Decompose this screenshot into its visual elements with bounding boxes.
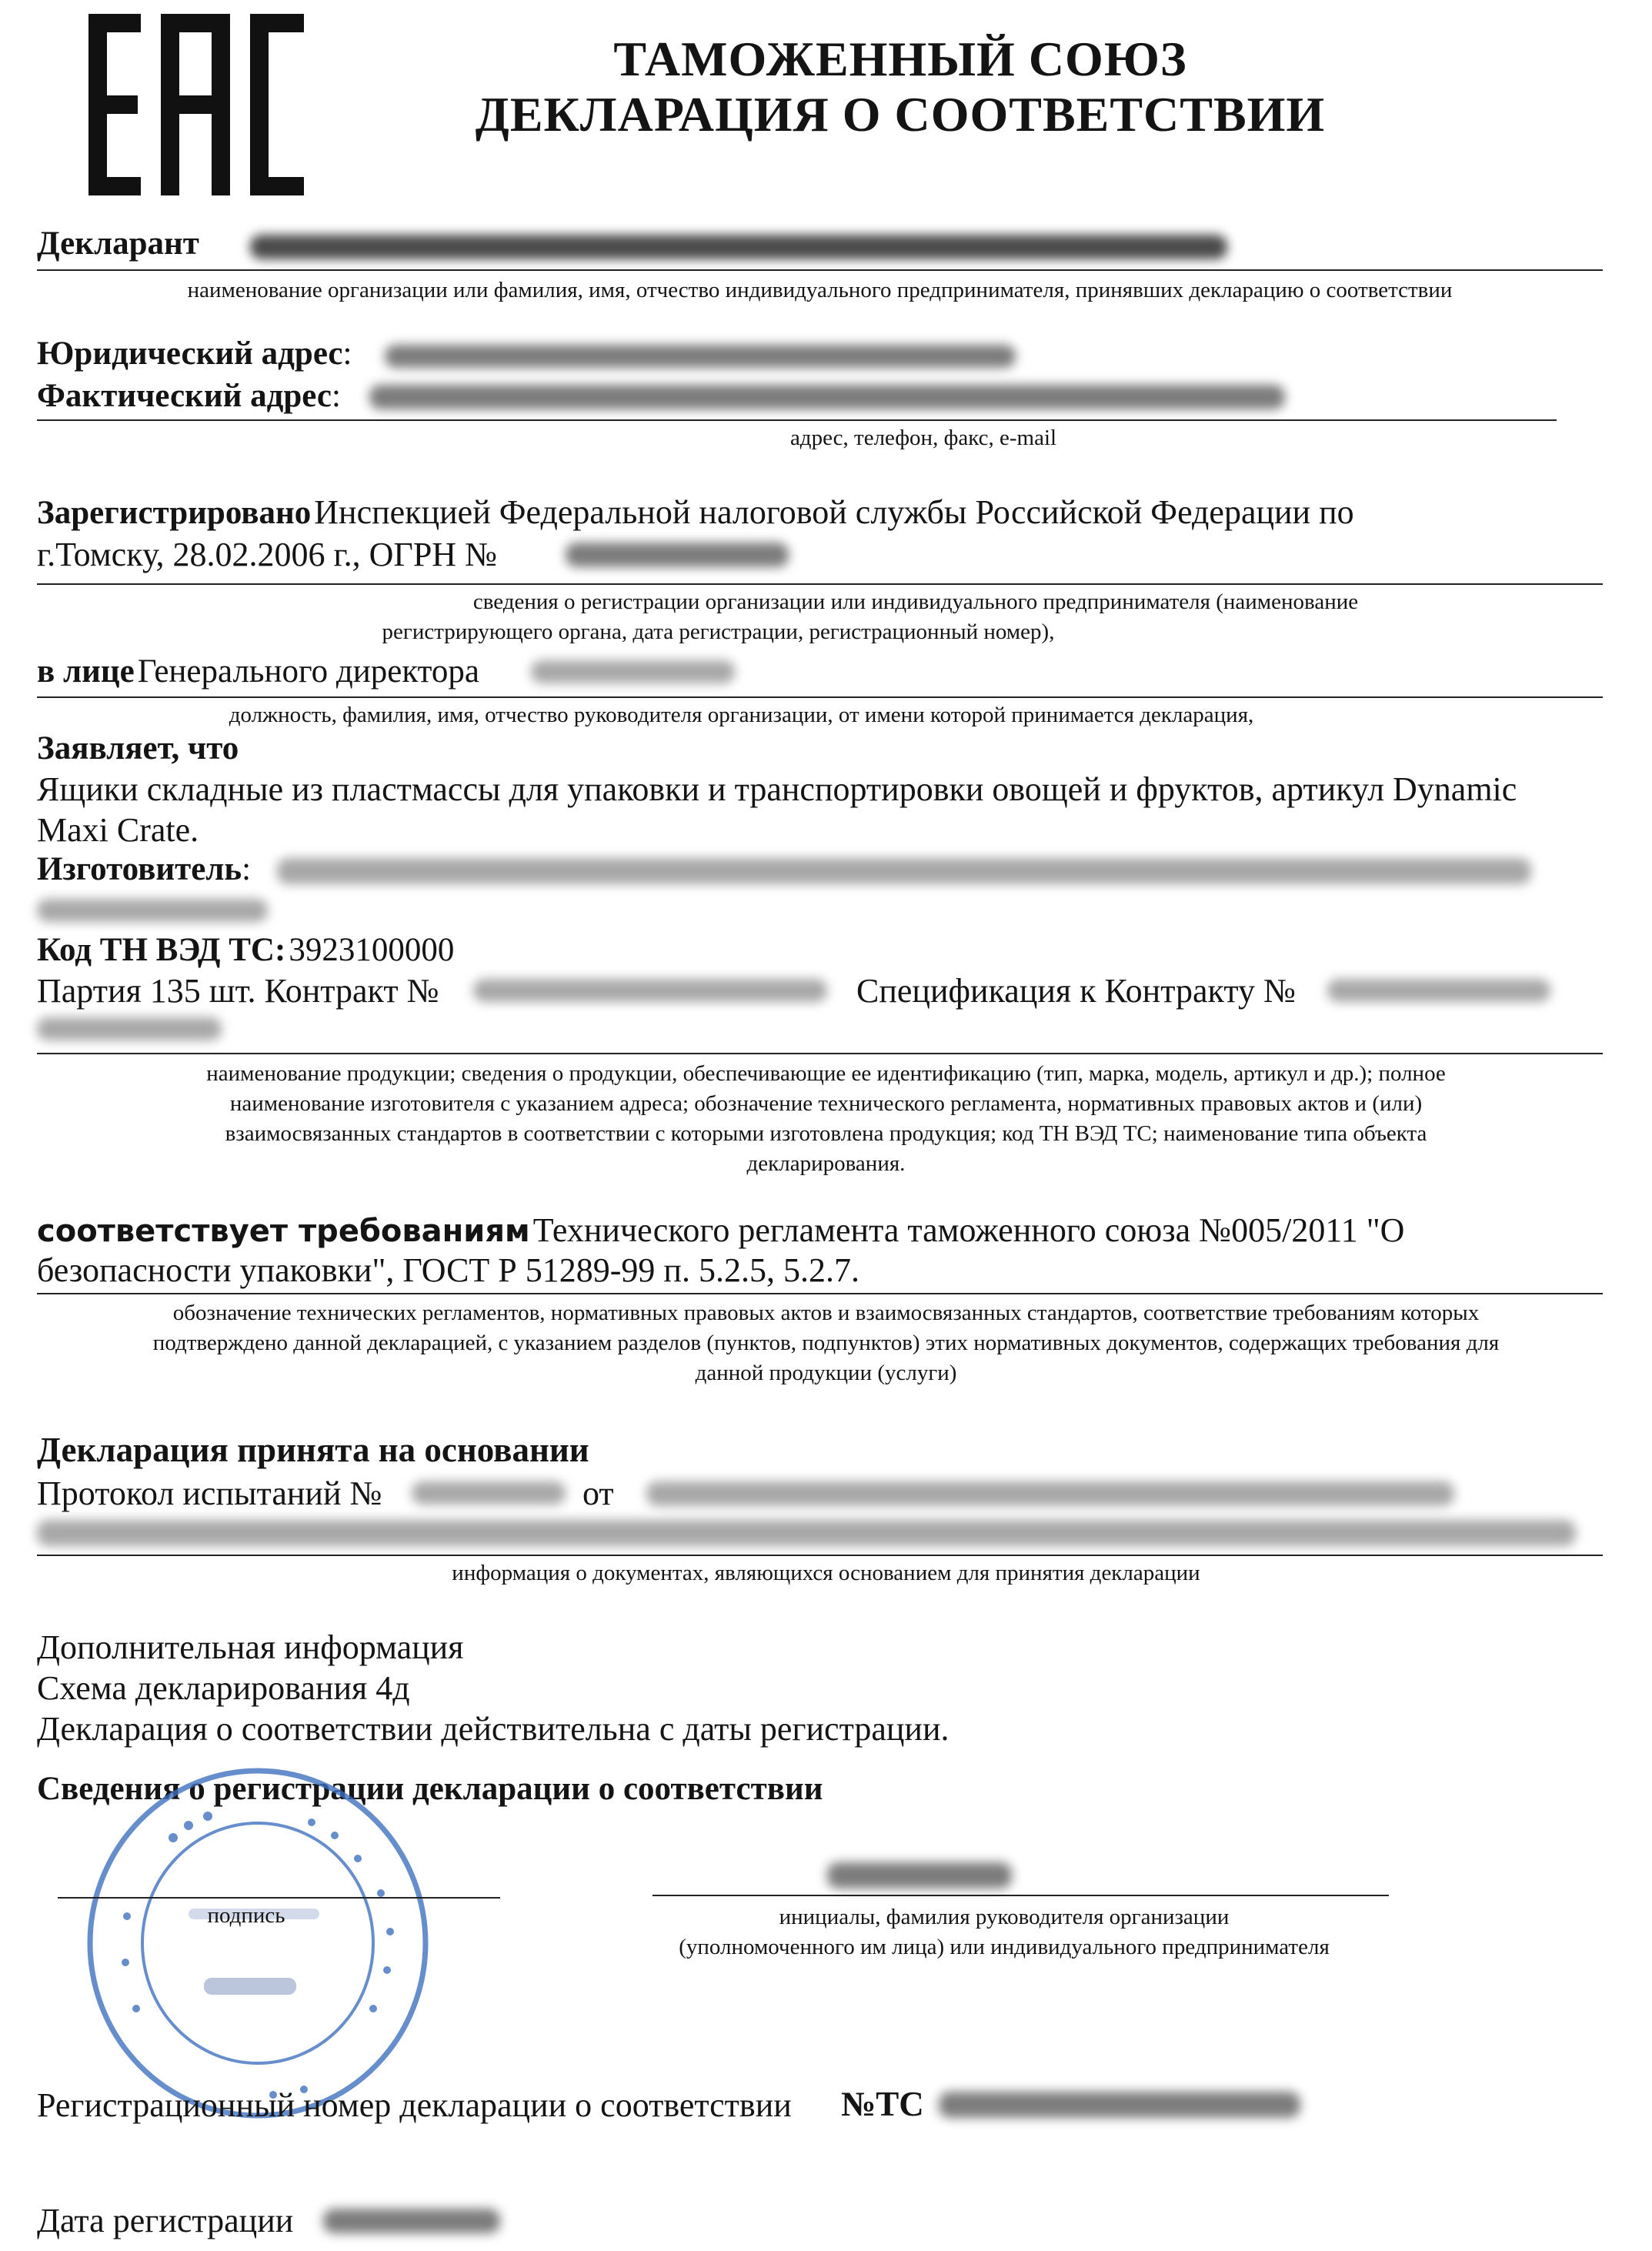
basis-label: Декларация принята на основании bbox=[37, 1431, 589, 1469]
basis-caption: информация о документах, являющихся основанием для принятия декларации bbox=[452, 1561, 1200, 1585]
header-title-line2: ДЕКЛАРАЦИЯ О СООТВЕТСТВИИ bbox=[475, 87, 1326, 142]
code-label: Код ТН ВЭД ТС: bbox=[37, 932, 286, 968]
declarant-caption: наименование организации или фамилия, имя, отчество индивидуального предпринимателя, принявших декларацию о соответствии bbox=[187, 278, 1453, 302]
actual-address-redacted bbox=[369, 385, 1285, 409]
reg-date-redacted bbox=[323, 2209, 500, 2233]
legal-address-label: Юридический адрес bbox=[37, 336, 343, 372]
spec-redacted-2 bbox=[37, 1017, 222, 1040]
representative-text: Генерального директора bbox=[137, 653, 479, 690]
additional-line2: Схема декларирования 4д bbox=[37, 1669, 410, 1707]
conformity-caption3: данной продукции (услуги) bbox=[695, 1361, 957, 1385]
conformity-caption1: обозначение технических регламентов, нормативных правовых актов и взаимосвязанных стандартов, соответствие требованиям которых bbox=[172, 1301, 1480, 1325]
conformity-text2: безопасности упаковки", ГОСТ Р 51289-99 п. 5.2.5, 5.2.7. bbox=[37, 1251, 859, 1289]
representative-caption: должность, фамилия, имя, отчество руководителя организации, от имени которой принимается декларация, bbox=[229, 703, 1254, 727]
director-redacted bbox=[531, 660, 735, 683]
registration-text1: Инспекцией Федеральной налоговой службы Российской Федерации по bbox=[314, 493, 1354, 531]
header-title-line1: ТАМОЖЕННЫЙ СОЮЗ bbox=[613, 32, 1187, 86]
registration-label: Зарегистрировано bbox=[37, 495, 312, 531]
declarant-redacted bbox=[250, 235, 1227, 259]
signature-caption: подпись bbox=[207, 1903, 285, 1928]
reg-number-redacted bbox=[939, 2092, 1300, 2118]
conformity-text1: Технического регламента таможенного союза №005/2011 "О bbox=[532, 1211, 1405, 1249]
reg-info-label: Сведения о регистрации декларации о соответствии bbox=[37, 1771, 823, 1807]
reg-date-label: Дата регистрации bbox=[37, 2202, 294, 2239]
product-caption2: наименование изготовителя с указанием адреса; обозначение технического регламента, нормативных правовых актов и (или) bbox=[229, 1091, 1423, 1116]
product-line1: Ящики складные из пластмассы для упаковки и транспортировки овощей и фруктов, артикул Dynamic bbox=[37, 770, 1517, 808]
ogrn-redacted bbox=[566, 543, 789, 567]
product-caption4: декларирования. bbox=[746, 1151, 906, 1176]
reg-number-prefix: №ТС bbox=[841, 2085, 924, 2123]
registration-caption2: регистрирующего органа, дата регистрации, регистрационный номер), bbox=[382, 620, 1055, 644]
manufacturer-redacted bbox=[277, 858, 1531, 884]
conformity-label: соответствует требованиям bbox=[37, 1214, 530, 1249]
product-caption1: наименование продукции; сведения о продукции, обеспечивающие ее идентификацию (тип, марка, модель, артикул и др.); полное bbox=[206, 1061, 1446, 1086]
protocol-text: Протокол испытаний № bbox=[37, 1475, 382, 1512]
manufacturer-redacted-2 bbox=[37, 899, 268, 922]
legal-address-redacted bbox=[385, 345, 1016, 368]
representative-label: в лице bbox=[37, 653, 135, 690]
manufacturer-label: Изготовитель bbox=[37, 851, 242, 887]
address-caption: адрес, телефон, факс, e-mail bbox=[789, 426, 1057, 450]
name-caption2: (уполномоченного им лица) или индивидуального предпринимателя bbox=[679, 1935, 1330, 1959]
contract-redacted bbox=[473, 979, 827, 1002]
conformity-caption2: подтверждено данной декларацией, с указанием разделов (пунктов, подпунктов) этих нормативных документов, содержащих требования для bbox=[152, 1331, 1500, 1355]
spec-redacted bbox=[1327, 979, 1550, 1002]
reg-number-text: Регистрационный номер декларации о соответствии bbox=[37, 2086, 792, 2124]
director-name-redacted bbox=[827, 1862, 1012, 1889]
batch-text: Партия 135 шт. Контракт № bbox=[37, 972, 439, 1010]
product-line2: Maxi Crate. bbox=[37, 811, 199, 849]
spec-text: Спецификация к Контракту № bbox=[856, 972, 1296, 1010]
declarant-label: Декларант bbox=[37, 225, 199, 262]
registration-caption1: сведения о регистрации организации или индивидуального предпринимателя (наименование bbox=[472, 589, 1359, 614]
protocol-number-redacted bbox=[412, 1481, 566, 1505]
seal-stamp bbox=[81, 1762, 435, 2124]
code-value: 3923100000 bbox=[289, 932, 455, 968]
statement-label: Заявляет, что bbox=[37, 730, 239, 766]
protocol-from: от bbox=[582, 1475, 614, 1512]
eac-logo bbox=[88, 14, 304, 195]
protocol-details-redacted-2 bbox=[37, 1520, 1576, 1546]
product-caption3: взаимосвязанных стандартов в соответствии с которыми изготовлена продукция; код ТН ВЭД ТС; наименование типа объекта bbox=[225, 1121, 1427, 1146]
actual-address-label: Фактический адрес bbox=[37, 378, 332, 414]
additional-line1: Дополнительная информация bbox=[37, 1628, 464, 1666]
protocol-details-redacted bbox=[646, 1481, 1454, 1506]
additional-line3: Декларация о соответствии действительна с даты регистрации. bbox=[37, 1710, 949, 1748]
name-caption1: инициалы, фамилия руководителя организации bbox=[779, 1905, 1230, 1929]
registration-text2: г.Томску, 28.02.2006 г., ОГРН № bbox=[37, 536, 498, 573]
